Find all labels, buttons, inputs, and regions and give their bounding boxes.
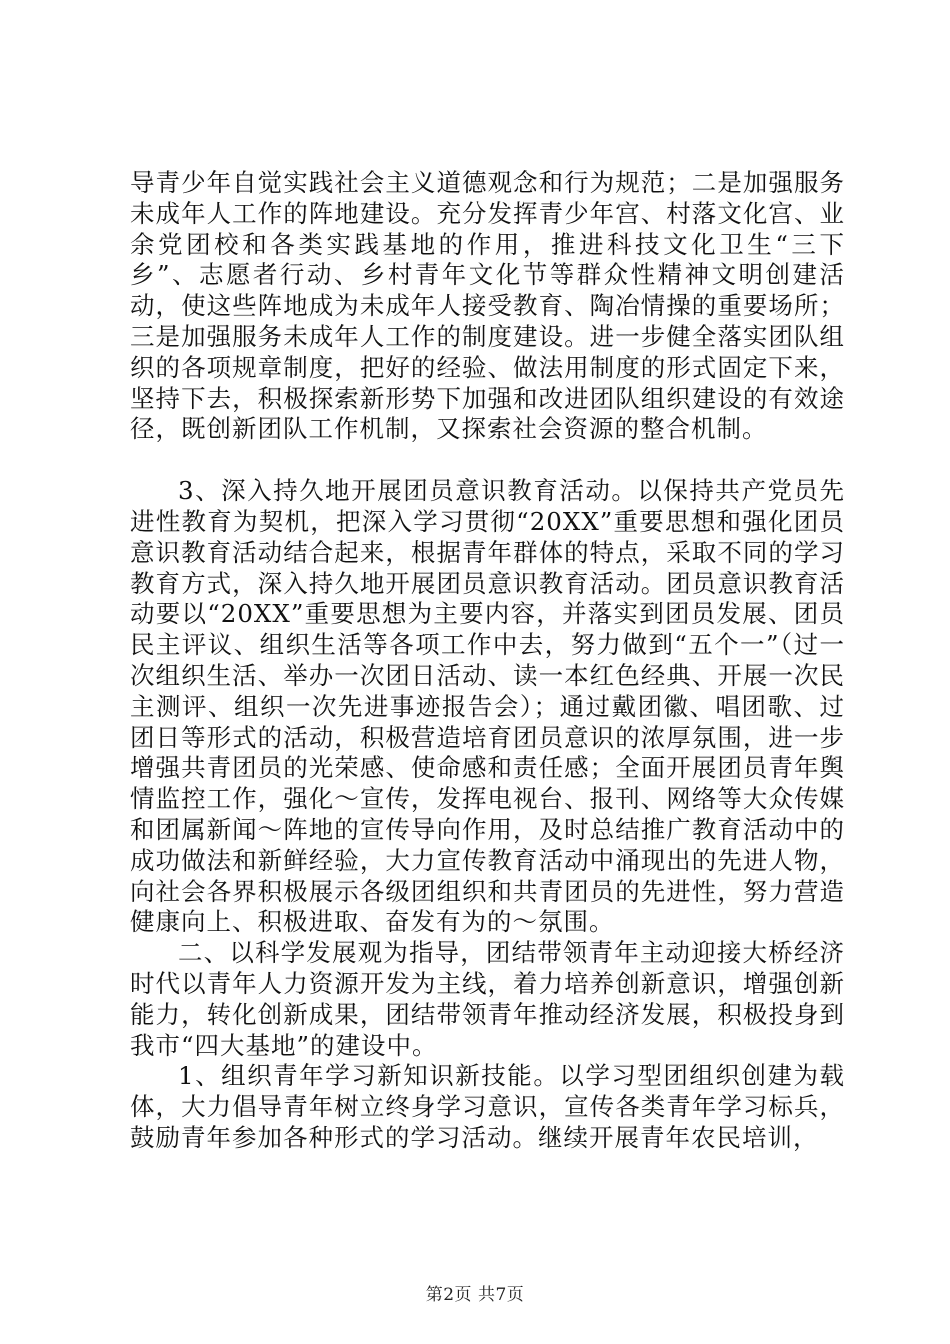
paragraph-heading-2: 二、以科学发展观为指导，团结带领青年主动迎接大桥经济时代以青年人力资源开发为主线，着力培养创新意识，增强创新能力，转化创新成果，团结带领青年推动经济发展，积极投身到我市“四大基地”的建设中。: [130, 938, 845, 1060]
page-footer: 第2页 共7页: [425, 1285, 525, 1305]
paragraph-continuation: 导青少年自觉实践社会主义道德观念和行为规范；二是加强服务未成年人工作的阵地建设。充分发挥青少年宫、村落文化宫、业余党团校和各类实践基地的作用，推进科技文化卫生“三下乡”、志愿者行动、乡村青年文化节等群众性精神文明创建活动，使这些阵地成为未成年人接受教育、陶冶情操的重要场所；三是加强服务未成年人工作的制度建设。进一步健全落实团队组织的各项规章制度，把好的经验、做法用制度的形式固定下来，坚持下去，积极探索新形势下加强和改进团队组织建设的有效途径，既创新团队工作机制，又探索社会资源的整合机制。: [130, 168, 845, 444]
document-body: [130, 168, 845, 1154]
paragraph-section-1: 1、组织青年学习新知识新技能。以学习型团组织创建为载体，大力倡导青年树立终身学习意识，宣传各类青年学习标兵，鼓励青年参加各种形式的学习活动。继续开展青年农民培训，: [130, 1061, 845, 1152]
paragraph-section-3: 3、深入持久地开展团员意识教育活动。以保持共产党员先进性教育为契机，把深入学习贯彻“20XX”重要思想和强化团员意识教育活动结合起来，根据青年群体的特点，采取不同的学习教育方式，深入持久地开展团员意识教育活动。团员意识教育活动要以“20XX”重要思想为主要内容，并落实到团员发展、团员民主评议、组织生活等各项工作中去，努力做到“五个一”（过一次组织生活、举办一次团日活动、读一本红色经典、开展一次民主测评、组织一次先进事迹报告会）；通过戴团徽、唱团歌、过团日等形式的活动，积极营造培育团员意识的浓厚氛围，进一步增强共青团员的光荣感、使命感和责任感；全面开展团员青年舆情监控工作，强化～宣传，发挥电视台、报刊、网络等大众传媒和团属新闻～阵地的宣传导向作用，及时总结推广教育活动中的成功做法和新鲜经验，大力宣传教育活动中涌现出的先进人物，向社会各界积极展示各级团组织和共青团员的先进性，努力营造健康向上、积极进取、奋发有为的～氛围。: [130, 476, 845, 937]
